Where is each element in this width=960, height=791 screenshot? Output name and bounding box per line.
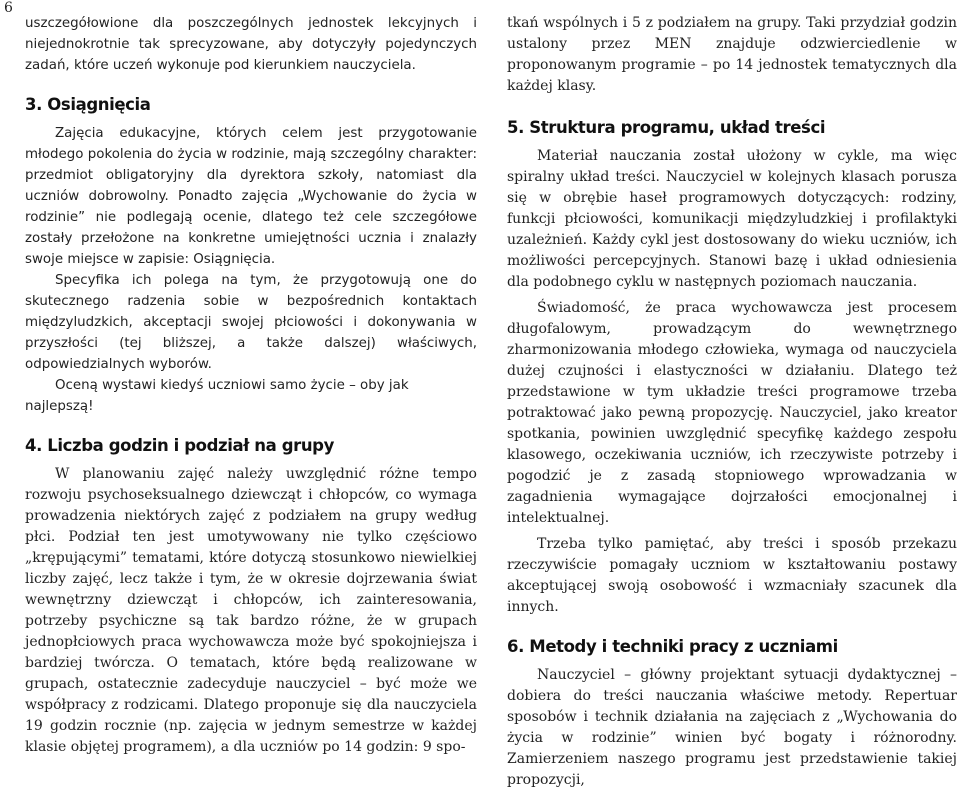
right-column — [507, 13, 957, 791]
intro-paragraph: uszczegółowione dla poszczególnych jednostek lekcyjnych i niejednokrotnie tak sprecyzowane, aby dotyczyły pojedynczych zadań, które uczeń wykonuje pod kierunkiem nauczyciela. — [25, 16, 477, 73]
structure-paragraph-3: Trzeba tylko pamiętać, aby treści i sposób przekazu rzeczywiście pomagały uczniom w kształtowaniu postawy akceptującej swoją osobowość i wzmacniały szacunek dla innych. — [507, 536, 957, 615]
section-heading-hours: 4. Liczba godzin i podział na grupy — [25, 436, 334, 455]
achievements-paragraph-2: Specyfika ich polega na tym, że przygotowują one do skutecznego radzenia sobie w bezpośrednich kontaktach międzyludzkich, akceptacji swojej płciowości i dokonywania w przyszłości (tej bliższej, a także dalszej) właściwych, odpowiedzialnych wyborów. — [25, 273, 477, 372]
section-heading-structure: 5. Struktura programu, układ treści — [507, 118, 826, 137]
hours-paragraph-1: W planowaniu zajęć należy uwzględnić różne tempo rozwoju psychoseksualnego dziewcząt i chłopców, co wymaga prowadzenia niektórych zajęć z podziałem na grupy według płci. Podział ten jest umotywowany nie tylko częściowo „krępującymi” tematami, które dotyczą stosunkowo niewielkiej liczby zajęć, lecz także i tym, że w okresie dojrzewania świat wewnętrzny dziewcząt i chłopców, ich zainteresowania, potrzeby psychiczne są tak bardzo różne, że w grupach jednopłciowych praca wychowawcza może być spokojniejsza i bardziej twórcza. O tematach, które będą realizowane w grupach, ostatecznie zadecyduje nauczyciel – być może we współpracy z rodzicami. Dlatego proponuje się dla nauczyciela 19 godzin rocznie (np. zajęcia w jednym semestrze w każdej klasie objętej programem), a dla uczniów po 14 godzin: 9 spo- — [25, 466, 477, 755]
methods-paragraph-1: Nauczyciel – główny projektant sytuacji dydaktycznej – dobiera do treści nauczania właściwe metody. Repertuar sposobów i technik działania na zajęciach z „Wychowania do życia w rodzinie” winien być bogaty i różnorodny. Zamierzeniem naszego programu jest przedstawienie takiej propozycji, — [507, 667, 957, 788]
structure-paragraph-1: Materiał nauczania został ułożony w cykle, ma więc spiralny układ treści. Nauczyciel w kolejnych klasach porusza się w obrębie haseł programowych dotyczących: rodziny, funkcji płciowości, komunikacji międzyludzkiej i profilaktyki uzależnień. Każdy cykl jest dostosowany do wieku uczniów, ich możliwości percepcyjnych. Stanowi bazę i układ odniesienia dla podobnego cyklu w następnych poziomach nauczania. — [507, 148, 957, 290]
structure-paragraph-2: Świadomość, że praca wychowawcza jest procesem długofalowym, prowadzącym do wewnętrznego zharmonizowania młodego człowieka, wymaga od nauczyciela dużej czujności i elastyczności w działaniu. Dlatego też przedstawione w tym układzie treści programowe trzeba potraktować jako pewną propozycję. Nauczyciel, jako kreator spotkania, powinien uwzględnić specyfikę każdego zespołu klasowego, oczekiwania uczniów, ich rzeczywiste potrzeby i pogodzić je z zasadą stopniowego wprowadzania w zagadnienia wymagające dojrzałości emocjonalnej i intelektualnej. — [507, 300, 957, 526]
left-column — [25, 13, 477, 758]
continuation-paragraph: tkań wspólnych i 5 z podziałem na grupy. Taki przydział godzin ustalony przez MEN znajduje odzwierciedlenie w proponowanym programie – po 14 jednostek tematycznych dla każdej klasy. — [507, 15, 957, 94]
section-heading-methods: 6. Metody i techniki pracy z uczniami — [507, 637, 838, 656]
achievements-paragraph-1: Zajęcia edukacyjne, których celem jest przygotowanie młodego pokolenia do życia w rodzinie, mają szczególny charakter: przedmiot obligatoryjny dla dyrektora szkoły, natomiast dla uczniów dobrowolny. Ponadto zajęcia „Wychowanie do życia w rodzinie” nie podlegają ocenie, dlatego też cele szczegółowe zostały przełożone na konkretne umiejętności ucznia i znalazły swoje miejsce w zapisie: Osiągnięcia. — [25, 126, 477, 267]
page-number: 6 — [4, 0, 13, 16]
section-heading-achievements: 3. Osiągnięcia — [25, 95, 151, 114]
achievements-paragraph-3: Oceną wystawi kiedyś uczniowi samo życie – oby jak najlepszą! — [25, 378, 409, 414]
